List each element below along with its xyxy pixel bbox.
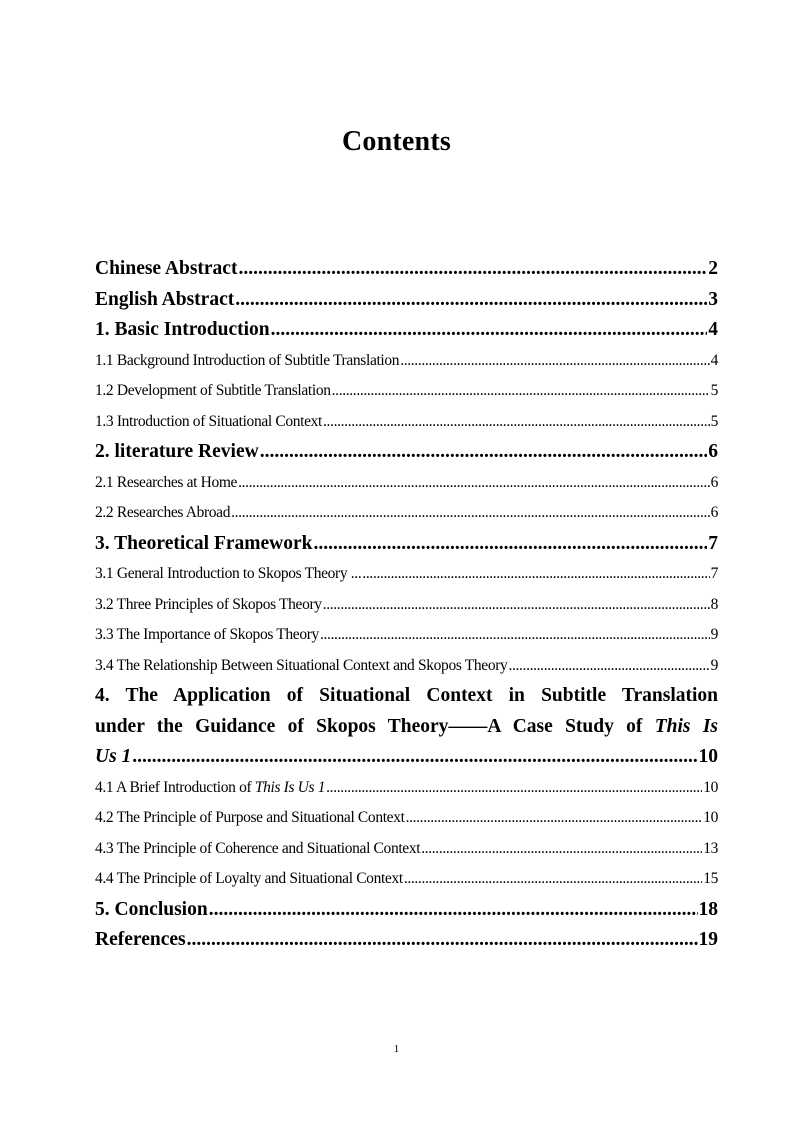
toc-entry-section-3-4[interactable]: [95, 651, 718, 682]
toc-entry-page: 13: [703, 839, 718, 857]
toc-entry-page: 10: [703, 778, 718, 796]
toc-entry-section-1[interactable]: [95, 315, 718, 346]
toc-entry-english-abstract[interactable]: [95, 285, 718, 316]
dot-leader: [235, 285, 707, 316]
toc-entry-page: 2: [708, 258, 718, 279]
page-title: Contents: [342, 126, 451, 157]
toc-entry-label: 2.2 Researches Abroad: [95, 504, 231, 521]
toc-entry-italic-title: This Is Us 1: [254, 778, 326, 796]
toc-entry-label: 4.3 The Principle of Coherence and Situational Context: [95, 839, 421, 857]
toc-entry-page: 5: [710, 412, 718, 430]
toc-entry-page: 7: [710, 565, 718, 582]
dot-leader: [404, 864, 702, 895]
toc-entry-section-4-4[interactable]: [95, 864, 718, 895]
toc-entry-label: 3. Theoretical Framework: [95, 532, 313, 554]
toc-entry-label: 1.3 Introduction of Situational Context: [95, 412, 323, 430]
dot-leader: [323, 407, 710, 438]
toc-entry-chinese-abstract[interactable]: [95, 254, 718, 285]
toc-entry-page: 8: [710, 595, 718, 613]
toc-entry-italic-title: Us 1: [95, 746, 132, 767]
dot-leader: [187, 925, 698, 956]
page-number: 1: [393, 1043, 400, 1055]
toc-entry-section-4-3[interactable]: [95, 834, 718, 865]
toc-entry-page: 3: [708, 288, 718, 310]
dot-leader: [320, 620, 710, 651]
toc-entry-references[interactable]: [95, 925, 718, 956]
toc-entry-section-2[interactable]: [95, 437, 718, 468]
toc-entry-last-line: [95, 742, 718, 773]
dot-leader: [406, 803, 703, 834]
toc-entry-section-2-2[interactable]: [95, 498, 718, 529]
toc-entry-page: 4: [710, 351, 718, 369]
toc-entry-page: 6: [710, 504, 718, 521]
toc-entry-page: 15: [703, 870, 718, 887]
dot-leader: [260, 437, 708, 468]
toc-entry-page: 10: [703, 809, 718, 826]
toc-entry-italic-title: This Is: [654, 715, 718, 737]
toc-entry-label: 3.1 General Introduction to Skopos Theory ...: [95, 565, 362, 582]
dot-leader: [314, 529, 708, 560]
toc-entry-section-4-2[interactable]: [95, 803, 718, 834]
toc-entry-label: 3.2 Three Principles of Skopos Theory: [95, 595, 322, 613]
dot-leader: [326, 773, 702, 804]
dot-leader: [400, 346, 709, 377]
dot-leader: [231, 498, 709, 529]
dot-leader: [332, 376, 710, 407]
toc-entry-label: 4.4 The Principle of Loyalty and Situational Context: [95, 870, 403, 887]
toc-entry-section-1-3[interactable]: [95, 407, 718, 438]
dot-leader: [421, 834, 702, 865]
toc-entry-page: 18: [698, 898, 718, 920]
dot-leader: [323, 590, 710, 621]
toc-entry-label: Chinese Abstract: [95, 258, 238, 279]
toc-entry-label: References: [95, 929, 186, 950]
toc-entry-label: 1.2 Development of Subtitle Translation: [95, 382, 331, 399]
toc-entry-label: 2. literature Review: [95, 441, 259, 462]
toc-entry-label-line-1: 4. The Application of Situational Context in Subtitle Translation: [95, 685, 718, 706]
toc-entry-page: 10: [698, 746, 718, 767]
toc-entry-label: 4.2 The Principle of Purpose and Situational Context: [95, 809, 405, 826]
toc-entry-label: English Abstract: [95, 288, 235, 310]
toc-entry-section-3-3[interactable]: [95, 620, 718, 651]
toc-entry-label: 3.3 The Importance of Skopos Theory: [95, 626, 319, 643]
toc-entry-section-4-1[interactable]: [95, 773, 718, 804]
toc-entry-page: 5: [710, 382, 718, 399]
toc-entry-page: 6: [708, 441, 718, 462]
toc-entry-label-line-2: [95, 712, 718, 743]
toc-entry-page: 6: [710, 473, 718, 491]
toc-entry-page: 9: [710, 656, 718, 674]
toc-entry-section-3-2[interactable]: [95, 590, 718, 621]
dot-leader: [238, 468, 710, 499]
toc-entry-label: 3.4 The Relationship Between Situational Context and Skopos Theory: [95, 656, 508, 674]
toc-entry-label: 2.1 Researches at Home: [95, 473, 238, 491]
toc-entry-label: 4.1 A Brief Introduction of: [95, 778, 252, 796]
dot-leader: [362, 559, 709, 590]
dot-leader: [132, 742, 697, 773]
dot-leader: [271, 315, 708, 346]
toc-entry-section-3[interactable]: [95, 529, 718, 560]
toc-entry-section-1-2[interactable]: [95, 376, 718, 407]
toc-entry-section-4[interactable]: [95, 681, 718, 773]
dot-leader: [508, 651, 709, 682]
toc-entry-section-2-1[interactable]: [95, 468, 718, 499]
toc-entry-page: 4: [708, 319, 718, 340]
dot-leader: [238, 254, 707, 285]
dot-leader: [209, 895, 698, 926]
toc-entry-section-5[interactable]: [95, 895, 718, 926]
toc-entry-label: 1. Basic Introduction: [95, 319, 270, 340]
toc-entry-section-1-1[interactable]: [95, 346, 718, 377]
toc-entry-page: 9: [710, 626, 718, 643]
toc-entry-page: 7: [708, 532, 718, 554]
toc-entry-label: 1.1 Background Introduction of Subtitle Translation: [95, 351, 400, 369]
toc-entry-section-3-1[interactable]: [95, 559, 718, 590]
toc-entry-label-line-2-text: under the Guidance of Skopos Theory——A Case Study of: [95, 715, 643, 737]
toc-entry-label: 5. Conclusion: [95, 898, 208, 920]
toc-entry-page: 19: [698, 929, 718, 950]
table-of-contents: [95, 254, 718, 956]
